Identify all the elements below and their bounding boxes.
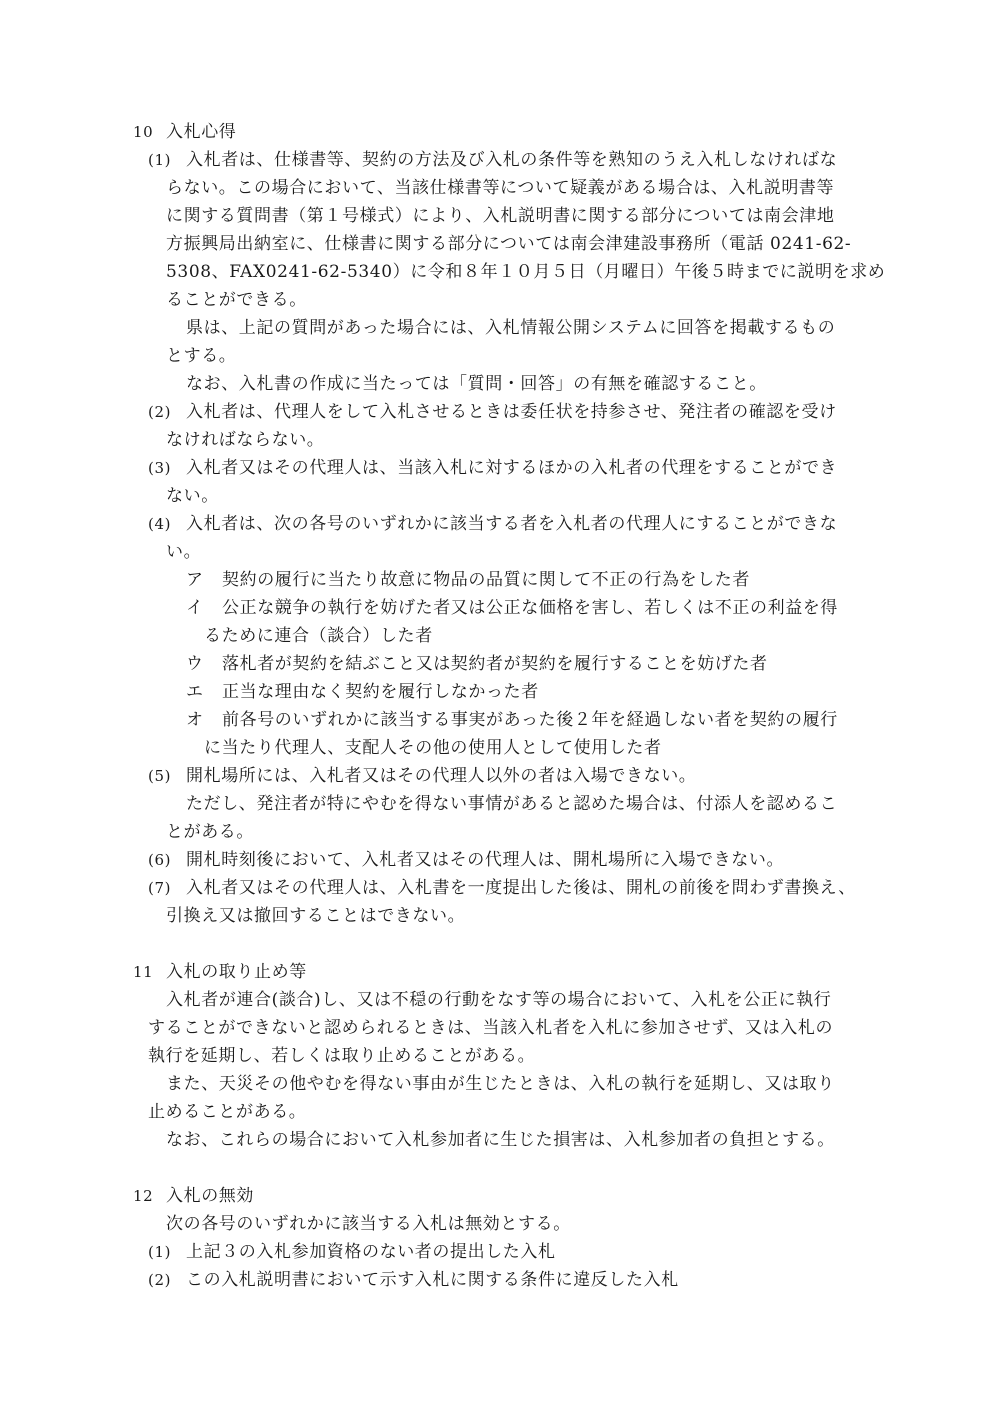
paragraph-line: 次の各号のいずれかに該当する入札は無効とする。: [166, 1214, 571, 1234]
paragraph-line: とがある。: [166, 822, 254, 842]
paragraph-line: 県は、上記の質問があった場合には、入札情報公開システムに回答を掲載するもの: [186, 318, 836, 338]
item-number: (7): [148, 879, 172, 897]
item-line: 開札時刻後において、入札者又はその代理人は、開札場所に入場できない。: [186, 850, 785, 870]
sub-item-marker: ウ: [186, 654, 204, 674]
item-line: らない。この場合において、当該仕様書等について疑義がある場合は、入札説明書等: [166, 178, 835, 198]
item-number: (3): [148, 459, 172, 477]
item-line: 入札者は、次の各号のいずれかに該当する者を入札者の代理人にすることができな: [186, 514, 838, 534]
section-number: 12: [133, 1187, 154, 1205]
section-number: 11: [133, 963, 154, 981]
item-number: (2): [148, 403, 172, 421]
item-number: (5): [148, 767, 172, 785]
item-line: 引換え又は撤回することはできない。: [166, 906, 466, 926]
sub-item-line: 正当な理由なく契約を履行しなかった者: [222, 682, 539, 702]
paragraph-line: することができないと認められるときは、当該入札者を入札に参加させず、又は入札の: [148, 1018, 834, 1038]
item-line: 方振興局出納室に、仕様書に関する部分については南会津建設事務所（電話 0241-62-: [166, 234, 852, 254]
paragraph-line: なお、これらの場合において入札参加者に生じた損害は、入札参加者の負担とする。: [166, 1130, 835, 1150]
item-number: (1): [148, 151, 172, 169]
sub-item-line: 公正な競争の執行を妨げた者又は公正な価格を害し、若しくは不正の利益を得: [222, 598, 838, 618]
sub-item-marker: ア: [186, 570, 204, 590]
item-line: 入札者は、仕様書等、契約の方法及び入札の条件等を熟知のうえ入札しなければな: [186, 150, 838, 170]
paragraph-line: 止めることがある。: [148, 1102, 307, 1122]
sub-item-line: 前各号のいずれかに該当する事実があった後２年を経過しない者を契約の履行: [222, 710, 838, 730]
item-number: (4): [148, 515, 172, 533]
paragraph-line: なお、入札書の作成に当たっては「質問・回答」の有無を確認すること。: [186, 374, 767, 394]
item-number: (2): [148, 1271, 172, 1289]
paragraph-line: 入札者が連合(談合)し、又は不穏の行動をなす等の場合において、入札を公正に執行: [166, 990, 832, 1010]
item-line: 入札者は、代理人をして入札させるときは委任状を持参させ、発注者の確認を受け: [186, 402, 837, 422]
item-line: 入札者又はその代理人は、入札書を一度提出した後は、開札の前後を問わず書換え、: [186, 878, 856, 898]
item-line: 開札場所には、入札者又はその代理人以外の者は入場できない。: [186, 766, 697, 786]
item-line: に関する質問書（第１号様式）により、入札説明書に関する部分については南会津地: [166, 206, 835, 226]
paragraph-line: とする。: [166, 346, 237, 366]
sub-item-marker: オ: [186, 710, 204, 730]
item-line: 上記３の入札参加資格のない者の提出した入札: [186, 1242, 556, 1262]
item-number: (1): [148, 1243, 172, 1261]
sub-item-line: に当たり代理人、支配人その他の使用人として使用した者: [204, 738, 662, 758]
item-line: 入札者又はその代理人は、当該入札に対するほかの入札者の代理をすることができ: [186, 458, 838, 478]
section-heading: 入札心得: [166, 122, 237, 142]
item-line: ることができる。: [166, 290, 307, 310]
section-heading: 入札の無効: [166, 1186, 254, 1206]
paragraph-line: また、天災その他やむを得ない事由が生じたときは、入札の執行を延期し、又は取り: [166, 1074, 835, 1094]
item-line: 5308、FAX0241-62-5340）に令和８年１０月５日（月曜日）午後５時までに説明を求め: [166, 262, 886, 282]
paragraph-line: 執行を延期し、若しくは取り止めることがある。: [148, 1046, 536, 1066]
sub-item-line: 契約の履行に当たり故意に物品の品質に関して不正の行為をした者: [222, 570, 750, 590]
item-line: ない。: [166, 486, 219, 506]
item-number: (6): [148, 851, 172, 869]
sub-item-marker: イ: [186, 598, 204, 618]
section-heading: 入札の取り止め等: [166, 962, 307, 982]
sub-item-line: るために連合（談合）した者: [204, 626, 433, 646]
sub-item-marker: エ: [186, 682, 204, 702]
paragraph-line: ただし、発注者が特にやむを得ない事情があると認めた場合は、付添人を認めるこ: [186, 794, 838, 814]
sub-item-line: 落札者が契約を結ぶこと又は契約者が契約を履行することを妨げた者: [222, 654, 768, 674]
item-line: い。: [166, 542, 202, 562]
section-number: 10: [133, 123, 154, 141]
item-line: なければならない。: [166, 430, 325, 450]
item-line: この入札説明書において示す入札に関する条件に違反した入札: [186, 1270, 679, 1290]
